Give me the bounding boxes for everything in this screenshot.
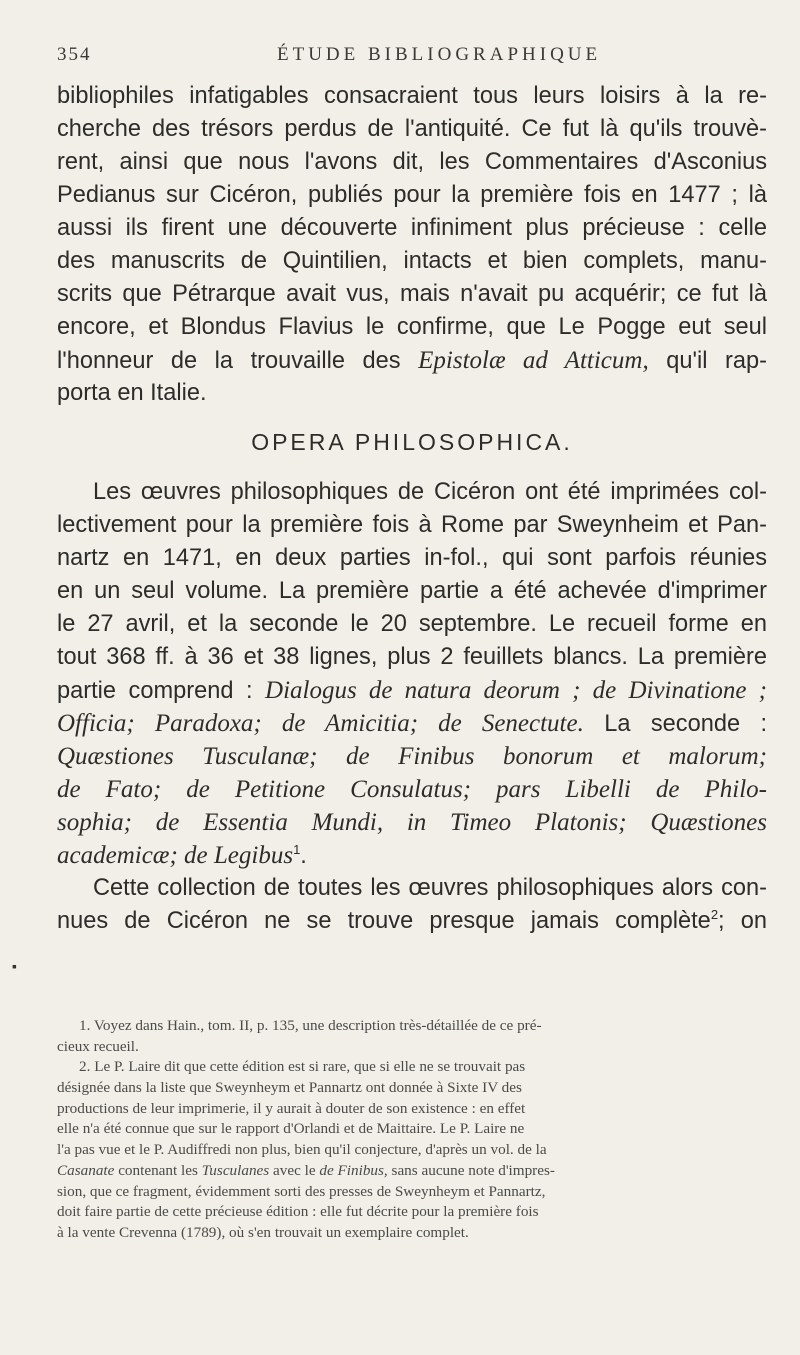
text-line: tout 368 ff. à 36 et 38 lignes, plus 2 feuillets blancs. La première — [57, 644, 767, 670]
text-line: cherche des trésors perdus de l'antiquité. Ce fut là qu'ils trouvè- — [57, 116, 767, 142]
text-line: rent, ainsi que nous l'avons dit, les Commentaires d'Asconius — [57, 149, 767, 175]
footnote-line: 1. Voyez dans Hain., tom. II, p. 135, une description très-détaillée de ce pré- — [79, 1017, 542, 1034]
italic-title: de Finibus, — [319, 1161, 388, 1179]
text-line — [57, 344, 767, 377]
text-run: avec le — [269, 1161, 320, 1179]
text-line: lectivement pour la première fois à Rome par Sweynheim et Pan- — [57, 512, 767, 538]
text-line — [57, 740, 767, 773]
text-line: scrits que Pétrarque avait vus, mais n'avait pu acquérir; ce fut là — [57, 281, 767, 307]
italic-title: Quæstiones Tusculanæ; de Finibus bonorum et malorum; — [57, 743, 767, 770]
footnote-ref[interactable]: 2 — [710, 907, 719, 923]
italic-title: academicæ; de Legibus — [57, 842, 294, 869]
text-line — [57, 839, 767, 872]
text-line — [57, 806, 767, 839]
footnote-line: cieux recueil. — [57, 1037, 139, 1055]
text-run: qu'il rap- — [648, 348, 767, 374]
text-line: le 27 avril, et la seconde le 20 septembre. Le recueil forme en — [57, 611, 767, 637]
text-line — [57, 905, 767, 938]
footnote-line: à la vente Crevenna (1789), où s'en trouvait un exemplaire complet. — [57, 1223, 469, 1241]
italic-title: Casanate — [57, 1161, 115, 1179]
footnote-line: l'a pas vue et le P. Audiffredi non plus, bien qu'il conjecture, d'après un vol. de la — [57, 1141, 547, 1159]
main-text — [57, 80, 767, 938]
text-run: l'honneur de la trouvaille des — [57, 348, 419, 374]
text-line: nartz en 1471, en deux parties in-fol., qui sont parfois réunies — [57, 545, 767, 571]
text-run: contenant les — [114, 1161, 202, 1179]
running-head — [57, 44, 757, 74]
text-line: en un seul volume. La première partie a été achevée d'imprimer — [57, 578, 767, 604]
text-run: ; on — [718, 908, 767, 934]
footnote-line: doit faire partie de cette précieuse édition : elle fut décrite pour la première fois — [57, 1203, 539, 1221]
text-run: partie comprend : — [57, 678, 266, 704]
italic-title: sophia; de Essentia Mundi, in Timeo Platonis; Quæstiones — [57, 809, 767, 836]
running-title: ÉTUDE BIBLIOGRAPHIQUE — [277, 44, 602, 65]
italic-title: Dialogus de natura deorum ; de Divinatione ; — [265, 677, 768, 704]
footnote-ref[interactable]: 1 — [293, 842, 301, 858]
footnote-line: elle n'a été connue que sur le rapport d'Orlandi et de Maittaire. Le P. Laire ne — [57, 1120, 525, 1138]
footnote-line: 2. Le P. Laire dit que cette édition est si rare, que si elle ne se trouvait pas — [79, 1058, 526, 1076]
italic-title: de Fato; de Petitione Consulatus; pars Libelli de Philo- — [57, 776, 767, 803]
text-run: nues de Cicéron ne se trouve presque jamais complète — [57, 908, 711, 934]
margin-mark: ▪ — [12, 958, 17, 974]
footnote-line: productions de leur imprimerie, il y aurait à douter de son existence : en effet — [57, 1099, 526, 1117]
footnote-line: sion, que ce fragment, évidemment sorti des presses de Sweynheym et Pannartz, — [57, 1182, 546, 1200]
footnote-line: désignée dans la liste que Sweynheym et Pannartz ont donnée à Sixte IV des — [57, 1079, 522, 1097]
page-number: 354 — [57, 44, 92, 65]
text-line — [57, 773, 767, 806]
text-line: des manuscrits de Quintilien, intacts et bien complets, manu- — [57, 248, 767, 274]
text-line: bibliophiles infatigables consacraient tous leurs loisirs à la re- — [57, 83, 767, 109]
section-heading: OPERA PHILOSOPHICA. — [251, 429, 573, 455]
text-line — [57, 707, 767, 740]
footnotes — [57, 1016, 767, 1244]
text-run: La seconde : — [583, 711, 767, 737]
text-line: Cette collection de toutes les œuvres philosophiques alors con- — [93, 875, 767, 901]
text-line: aussi ils firent une découverte infiniment plus précieuse : celle — [57, 215, 767, 241]
footnote-line — [57, 1161, 767, 1182]
text-run: sans aucune note d'impres- — [387, 1161, 555, 1179]
text-line: porta en Italie. — [57, 380, 207, 406]
text-line — [57, 674, 767, 707]
text-line: encore, et Blondus Flavius le confirme, que Le Pogge eut seul — [57, 314, 767, 340]
text-line: Pedianus sur Cicéron, publiés pour la première fois en 1477 ; là — [57, 182, 767, 208]
text-run: . — [300, 843, 307, 869]
italic-title: Tusculanes — [201, 1161, 270, 1179]
text-line: Les œuvres philosophiques de Cicéron ont été imprimées col- — [93, 479, 767, 505]
italic-title: Epistolæ ad Atticum, — [418, 347, 649, 374]
italic-title: Officia; Paradoxa; de Amicitia; de Senectute. — [57, 710, 584, 737]
